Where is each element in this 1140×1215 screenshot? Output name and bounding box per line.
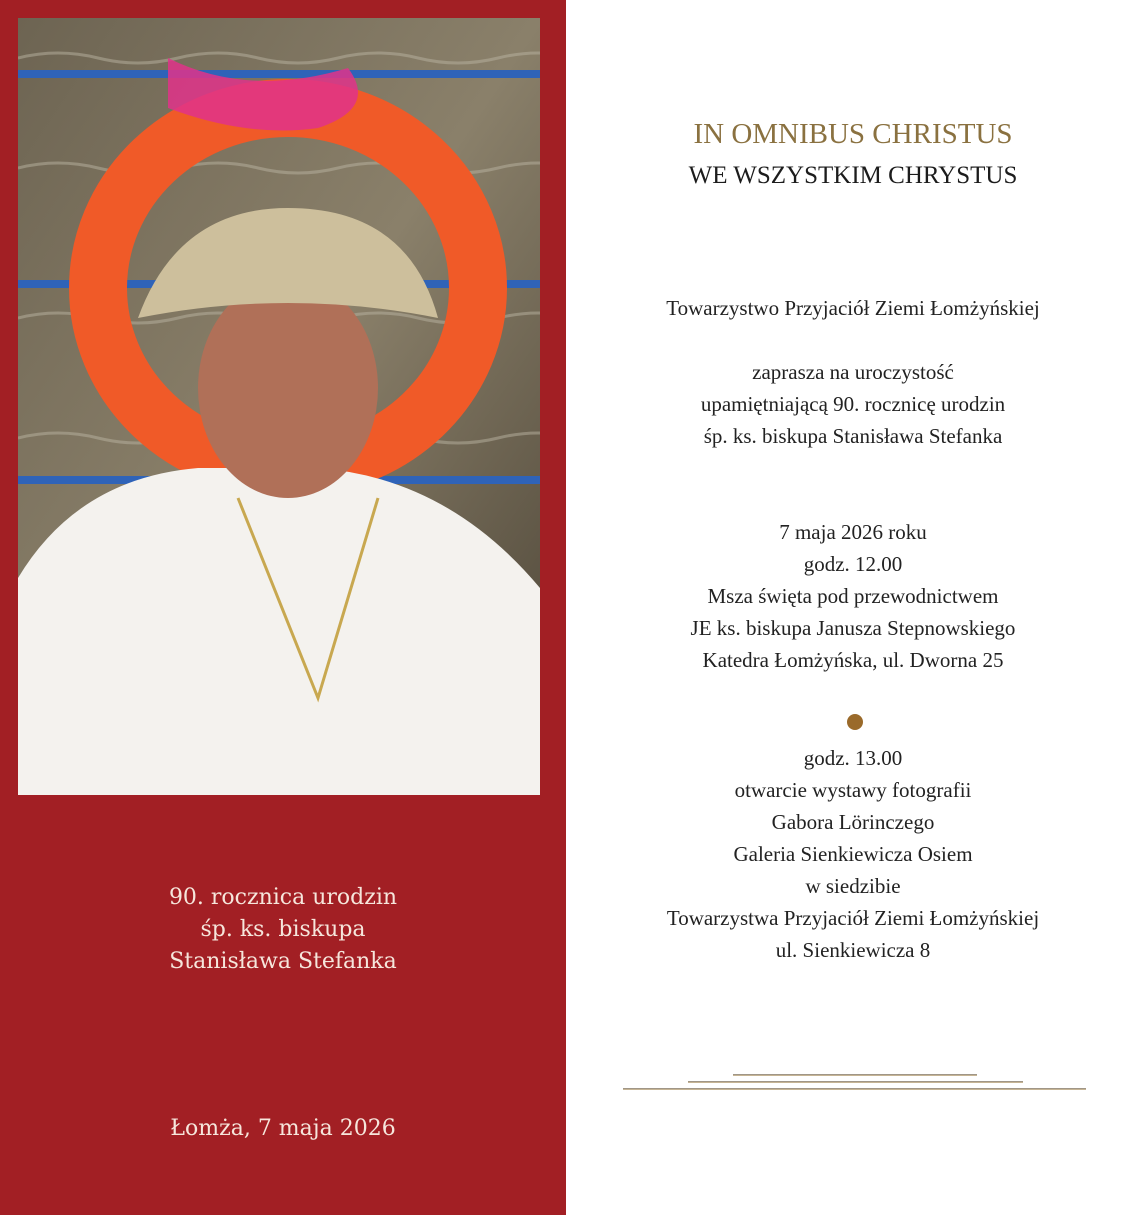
event-line: Gabora Lörinczego <box>771 810 935 834</box>
bullet-dot-icon <box>847 714 863 730</box>
motto-latin: IN OMNIBUS CHRISTUS <box>693 118 1013 150</box>
event-line: Towarzystwa Przyjaciół Ziemi Łomżyńskiej <box>666 906 1040 930</box>
event-line: ul. Sienkiewicza 8 <box>775 938 931 962</box>
event-line: otwarcie wystawy fotografii <box>734 778 972 802</box>
event-line: Msza święta pod przewodnictwem <box>707 584 999 608</box>
decorative-rule <box>623 1088 1086 1090</box>
invitation-line: śp. ks. biskupa Stanisława Stefanka <box>703 424 1003 448</box>
event-line: 7 maja 2026 roku <box>779 520 927 544</box>
motto-polish: WE WSZYSTKIM CHRYSTUS <box>688 162 1018 189</box>
caption-line: Stanisława Stefanka <box>169 949 397 974</box>
invitation-line: zaprasza na uroczystość <box>752 360 954 384</box>
event-line: godz. 13.00 <box>803 746 903 770</box>
decorative-rule <box>733 1074 977 1076</box>
bishop-photo <box>18 18 540 795</box>
event-line: godz. 12.00 <box>803 552 903 576</box>
place-date: Łomża, 7 maja 2026 <box>170 1116 396 1141</box>
caption-line: 90. rocznica urodzin <box>168 885 398 910</box>
anniversary-caption <box>0 882 566 978</box>
left-panel <box>0 0 566 1215</box>
event-line: Galeria Sienkiewicza Osiem <box>733 842 973 866</box>
event-exhibition <box>566 742 1140 966</box>
decorative-rule <box>688 1081 1023 1083</box>
photo-illustration <box>18 18 540 795</box>
event-line: Katedra Łomżyńska, ul. Dworna 25 <box>702 648 1004 672</box>
invitation-text <box>566 356 1140 452</box>
organizer: Towarzystwo Przyjaciół Ziemi Łomżyńskiej <box>666 296 1040 320</box>
event-line: JE ks. biskupa Janusza Stepnowskiego <box>690 616 1016 640</box>
event-mass <box>566 516 1140 676</box>
caption-line: śp. ks. biskupa <box>200 917 366 942</box>
invitation-line: upamiętniającą 90. rocznicę urodzin <box>700 392 1006 416</box>
event-line: w siedzibie <box>805 874 901 898</box>
